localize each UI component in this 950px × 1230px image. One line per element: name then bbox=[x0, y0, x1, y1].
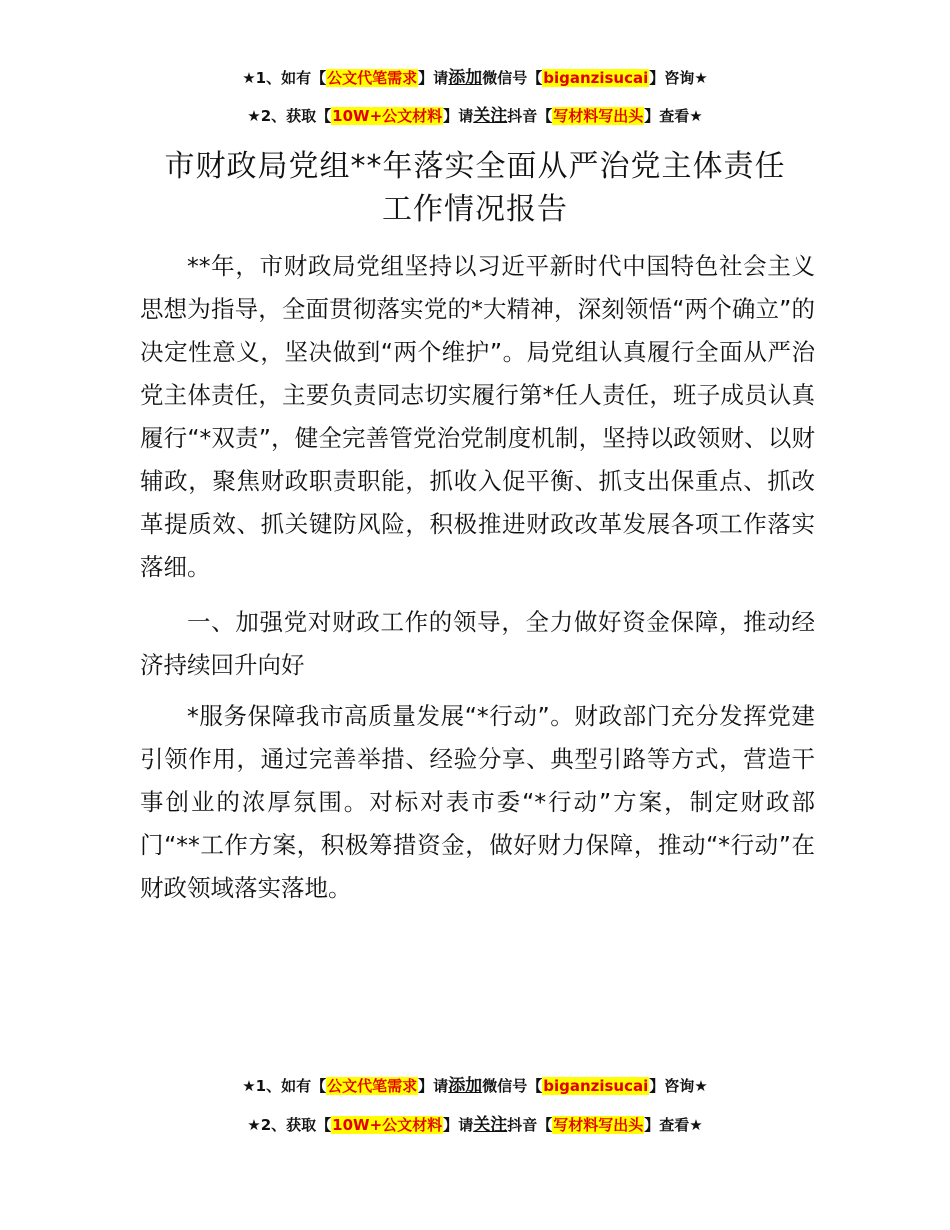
promo-bracket: 】 bbox=[443, 107, 459, 125]
promo-suffix: 咨询★ bbox=[664, 1077, 708, 1095]
promo-bracket: 】 bbox=[418, 1077, 434, 1095]
promo-text-follow: 关注 bbox=[473, 1115, 508, 1135]
promo-douyin-id: 写材料写出头 bbox=[553, 107, 644, 125]
promo-bracket: 】 bbox=[644, 1116, 660, 1134]
promo-highlight-service: 公文代笔需求 bbox=[327, 1077, 418, 1095]
promo-bracket: 】 bbox=[644, 107, 660, 125]
promo-line-top-1 bbox=[0, 67, 950, 89]
promo-text: 请 bbox=[458, 107, 474, 125]
promo-text-add: 添加 bbox=[448, 1076, 483, 1096]
promo-text: 请 bbox=[433, 69, 449, 87]
promo-suffix: 咨询★ bbox=[664, 69, 708, 87]
promo-text-follow: 关注 bbox=[473, 106, 508, 126]
body-paragraph-intro: **年，市财政局党组坚持以习近平新时代中国特色社会主义思想为指导，全面贯彻落实党的*大精神，深刻领悟“两个确立”的决定性意义，坚决做到“两个维护”。局党组认真履行全面从严治党主体责任，主要负责同志切实履行第*任人责任，班子成员认真履行“*双责”，健全完善管党治党制度机制，坚持以政领财、以财辅政，聚焦财政职责职能，抓收入促平衡、抓支出保重点、抓改革提质效、抓关键防风险，积极推进财政改革发展各项工作落实落细。 bbox=[140, 252, 815, 581]
promo-text: 抖音 bbox=[507, 1116, 538, 1134]
section-heading-1: 一、加强党对财政工作的领导，全力做好资金保障，推动经济持续回升向好 bbox=[140, 608, 815, 679]
promo-highlight-service: 公文代笔需求 bbox=[327, 69, 418, 87]
promo-bracket: 【 bbox=[316, 1116, 332, 1134]
promo-prefix: ★2、获取 bbox=[247, 107, 317, 125]
document-title-line-1: 市财政局党组**年落实全面从严治党主体责任 bbox=[164, 149, 786, 184]
promo-prefix: ★1、如有 bbox=[242, 1077, 312, 1095]
promo-text: 请 bbox=[458, 1116, 474, 1134]
promo-line-top-2 bbox=[0, 105, 950, 127]
promo-bracket: 】 bbox=[418, 69, 434, 87]
promo-line-bottom-1 bbox=[0, 1075, 950, 1097]
promo-text-add: 添加 bbox=[448, 68, 483, 88]
promo-bracket: 【 bbox=[527, 69, 543, 87]
promo-bracket: 【 bbox=[316, 107, 332, 125]
body-paragraph-action: *服务保障我市高质量发展“*行动”。财政部门充分发挥党建引领作用，通过完善举措、经验分享、典型引路等方式，营造干事创业的浓厚氛围。对标对表市委“*行动”方案，制定财政部门“**工作方案，积极筹措资金，做好财力保障，推动“*行动”在财政领域落实落地。 bbox=[140, 702, 815, 902]
promo-bracket: 【 bbox=[311, 1077, 327, 1095]
promo-text: 微信号 bbox=[482, 1077, 528, 1095]
promo-highlight-materials: 10W+公文材料 bbox=[332, 1116, 443, 1134]
promo-bracket: 】 bbox=[443, 1116, 459, 1134]
promo-text: 抖音 bbox=[507, 107, 538, 125]
promo-bracket: 】 bbox=[649, 69, 665, 87]
promo-text: 微信号 bbox=[482, 69, 528, 87]
document-title-line-2: 工作情况报告 bbox=[382, 192, 568, 227]
promo-highlight-materials: 10W+公文材料 bbox=[332, 107, 443, 125]
promo-bracket: 】 bbox=[649, 1077, 665, 1095]
promo-line-bottom-2 bbox=[0, 1114, 950, 1136]
promo-prefix: ★1、如有 bbox=[242, 69, 312, 87]
promo-wechat-id: biganzisucai bbox=[543, 69, 649, 87]
promo-wechat-id: biganzisucai bbox=[543, 1077, 649, 1095]
promo-bracket: 【 bbox=[527, 1077, 543, 1095]
promo-bracket: 【 bbox=[537, 1116, 553, 1134]
promo-prefix: ★2、获取 bbox=[247, 1116, 317, 1134]
promo-suffix: 查看★ bbox=[659, 107, 703, 125]
promo-suffix: 查看★ bbox=[659, 1116, 703, 1134]
promo-text: 请 bbox=[433, 1077, 449, 1095]
promo-douyin-id: 写材料写出头 bbox=[553, 1116, 644, 1134]
promo-bracket: 【 bbox=[311, 69, 327, 87]
promo-bracket: 【 bbox=[537, 107, 553, 125]
